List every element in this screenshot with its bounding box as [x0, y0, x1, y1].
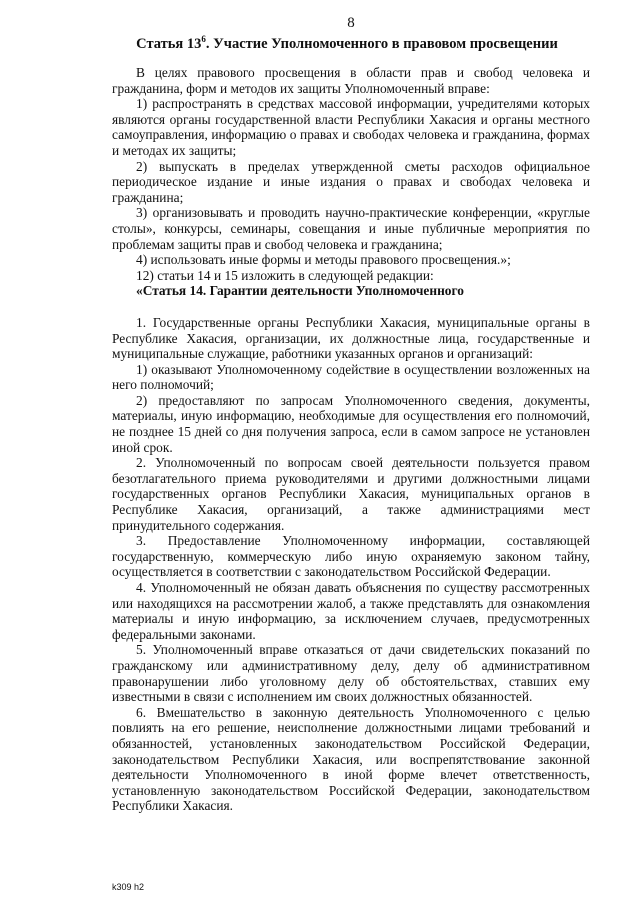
- amendment-item-12: 12) статьи 14 и 15 изложить в следующей редакции:: [136, 267, 434, 283]
- article-14-para-3: 3. Предоставление Уполномоченному информации, составляющей государственную, коммерческую либо иную охраняемую законом тайну, осуществляется в соответствии с законодательством Российской Федерации.: [112, 533, 590, 580]
- article-14-para-5: 5. Уполномоченный вправе отказаться от дачи свидетельских показаний по гражданскому или административному делу, делу об административном правонарушении либо уголовному делу об обстоятельствах, ставших ему известными в связи с исполнением им своих должностных обязанностей.: [112, 642, 590, 705]
- footer-document-code: k309 h2: [112, 882, 145, 892]
- article-14-para-2: 2. Уполномоченный по вопросам своей деятельности пользуется правом безотлагательного приема руководителями и другими должностными лицами государственных органов Республики Хакасия, муниципальных органов в Республике Хакасия, организаций, а также администрациями мест принудительного содержания.: [112, 455, 590, 533]
- article-13-6-heading: [104, 36, 590, 53]
- article-14-para-1-item-2: 2) предоставляют по запросам Уполномоченного сведения, документы, материалы, иную информацию, необходимые для осуществления его полномочий, не позднее 15 дней со дня получения запроса, если в самом запросе не установлен иной срок.: [112, 392, 590, 455]
- document-body: [112, 65, 590, 814]
- article-13-6-item-2: 2) выпускать в пределах утвержденной сметы расходов официальное периодическое издание и иные издания о правах и свободах человека и гражданина;: [112, 158, 590, 205]
- page-number: 8: [347, 15, 355, 31]
- document-page: [0, 14, 640, 919]
- article-14-para-6: 6. Вмешательство в законную деятельность Уполномоченного с целью повлиять на его решение, неисполнение должностными лицами требований и обязанностей, установленных законодательством Российской Федерации, законодательством Республики Хакасия, или воспрепятствование законной деятельности Уполномоченного в иной форме влечет ответственность, установленную законодательством Российской Федерации, законодательством Республики Хакасия.: [112, 704, 590, 814]
- article-14-para-1: 1. Государственные органы Республики Хакасия, муниципальные органы в Республике Хакасия, организации, их должностные лица, государственные и муниципальные служащие, работники указанных органов и организаций:: [112, 314, 590, 362]
- article-14-heading: «Статья 14. Гарантии деятельности Уполномоченного: [136, 283, 464, 299]
- article-13-6-heading-prefix: Статья 13: [136, 36, 202, 52]
- article-14-para-1-item-1: 1) оказывают Уполномоченному содействие в осуществлении возложенных на него полномочий;: [112, 361, 590, 393]
- article-13-6-heading-sup: 6: [201, 34, 206, 45]
- article-13-6-intro: В целях правового просвещения в области прав и свобод человека и гражданина, форм и методов их защиты Уполномоченный вправе:: [112, 65, 590, 96]
- article-14-para-4: 4. Уполномоченный не обязан давать объяснения по существу рассмотренных или находящихся на рассмотрении жалоб, а также представлять для ознакомления материалы и иную информацию, за исключением случаев, предусмотренных федеральными законами.: [112, 580, 590, 642]
- article-13-6-heading-rest: . Участие Уполномоченного в правовом просвещении: [205, 36, 558, 52]
- article-13-6-item-3: 3) организовывать и проводить научно-практические конференции, «круглые столы», конкурсы, семинары, совещания и иные публичные мероприятия по проблемам защиты прав и свобод человека и гражданина;: [112, 205, 590, 252]
- article-13-6-item-4: 4) использовать иные формы и методы правового просвещения.»;: [136, 252, 511, 268]
- article-13-6-item-1: 1) распространять в средствах массовой информации, учредителями которых являются органы государственной власти Республики Хакасия и органы местного самоуправления, информацию о правах и свободах человека и гражданина, формах и методах их защиты;: [112, 96, 590, 158]
